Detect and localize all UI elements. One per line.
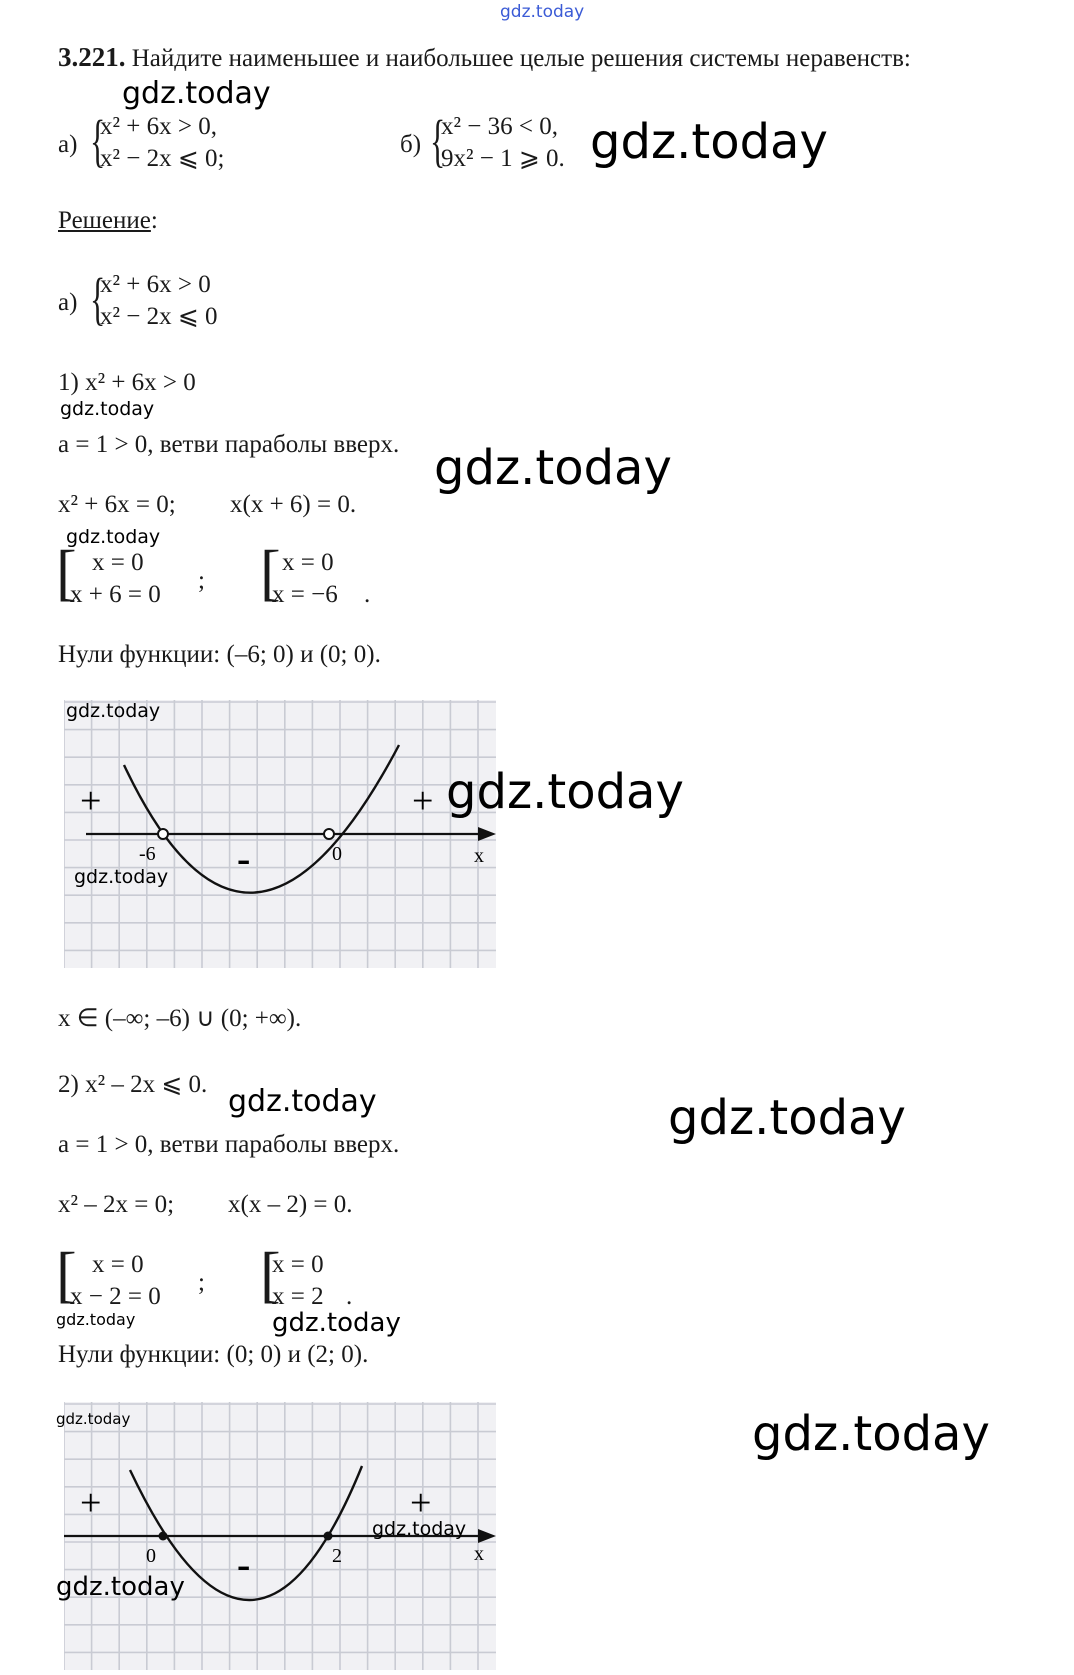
case-bracket: [	[56, 1241, 77, 1309]
plus-sign: +	[80, 780, 102, 822]
watermark: gdz.today	[272, 1308, 401, 1338]
case-bracket: [	[56, 539, 77, 607]
root-label: -6	[139, 843, 156, 865]
system-label: а)	[58, 289, 78, 316]
watermark: gdz.today	[74, 866, 169, 888]
watermark: gdz.today	[56, 1572, 185, 1602]
minus-sign: -	[237, 1542, 251, 1587]
watermark: gdz.today	[446, 764, 684, 820]
plus-sign: +	[410, 1482, 432, 1524]
step1-equation-a: x² + 6x = 0;	[58, 491, 176, 518]
step1-case-left-2: x + 6 = 0	[70, 581, 161, 608]
watermark: gdz.today	[66, 700, 161, 722]
watermark: gdz.today	[66, 526, 161, 548]
watermark: gdz.today	[228, 1084, 377, 1119]
step1-title: 1) x² + 6x > 0	[58, 369, 196, 396]
axis-label: x	[474, 1543, 484, 1565]
parabola-graph-1	[64, 700, 496, 973]
part-a-line2: x² − 2x ⩽ 0;	[100, 145, 225, 172]
case-separator: ;	[198, 1269, 205, 1296]
watermark: gdz.today	[500, 2, 585, 22]
watermark: gdz.today	[372, 1518, 467, 1540]
axis-label: x	[474, 845, 484, 867]
part-a-label: а)	[58, 131, 78, 158]
watermark: gdz.today	[56, 1410, 131, 1428]
system-line2: x² − 2x ⩽ 0	[100, 303, 218, 330]
step2-branches: a = 1 > 0, ветви параболы вверх.	[58, 1131, 400, 1158]
step1-answer: x ∈ (–∞; –6) ∪ (0; +∞).	[58, 1005, 302, 1032]
watermark: gdz.today	[434, 440, 672, 496]
step1-case-right-1: x = 0	[282, 549, 334, 576]
step2-zeros: Нули функции: (0; 0) и (2; 0).	[58, 1341, 369, 1368]
step2-case-right-1: x = 0	[272, 1251, 324, 1278]
root-label: 0	[332, 843, 342, 865]
step1-equation-b: x(x + 6) = 0.	[230, 491, 357, 518]
step2-title: 2) x² – 2x ⩽ 0.	[58, 1071, 208, 1098]
end-dot: .	[364, 581, 371, 608]
plus-sign: +	[412, 780, 434, 822]
step2-case-left-1: x = 0	[92, 1251, 144, 1278]
watermark: gdz.today	[60, 398, 155, 420]
problem-number: 3.221.	[58, 42, 126, 72]
step2-case-left-2: x − 2 = 0	[70, 1283, 161, 1310]
part-b-line2: 9x² − 1 ⩾ 0.	[441, 145, 565, 172]
part-a-line1: x² + 6x > 0,	[100, 113, 217, 140]
plus-sign: +	[80, 1482, 102, 1524]
step2-equation-b: x(x – 2) = 0.	[228, 1191, 353, 1218]
system-line1: x² + 6x > 0	[100, 271, 211, 298]
watermark: gdz.today	[668, 1090, 906, 1146]
solution-heading: Решение:	[58, 207, 158, 234]
part-b-line1: x² − 36 < 0,	[441, 113, 558, 140]
case-bracket: [	[260, 539, 281, 607]
root-label: 2	[332, 1545, 342, 1567]
watermark: gdz.today	[752, 1406, 990, 1462]
minus-sign: -	[237, 836, 251, 881]
step1-branches: a = 1 > 0, ветви параболы вверх.	[58, 431, 400, 458]
part-b-label: б)	[400, 131, 422, 158]
step2-equation-a: x² – 2x = 0;	[58, 1191, 175, 1218]
system-brace: {	[90, 266, 106, 331]
case-separator: ;	[198, 567, 205, 594]
step1-case-left-1: x = 0	[92, 549, 144, 576]
problem-text: Найдите наименьшее и наибольшее целые решения системы неравенств:	[131, 45, 911, 72]
step1-zeros: Нули функции: (–6; 0) и (0; 0).	[58, 641, 381, 668]
step2-case-right-2: x = 2	[272, 1283, 324, 1310]
watermark: gdz.today	[590, 114, 828, 170]
system-brace: {	[90, 108, 106, 173]
watermark: gdz.today	[122, 76, 271, 111]
case-bracket: [	[260, 1241, 281, 1309]
root-label: 0	[146, 1545, 156, 1567]
watermark: gdz.today	[56, 1310, 136, 1329]
end-dot: .	[346, 1283, 353, 1310]
step1-case-right-2: x = −6	[272, 581, 338, 608]
problem-statement	[58, 42, 911, 74]
system-brace: {	[430, 108, 446, 173]
